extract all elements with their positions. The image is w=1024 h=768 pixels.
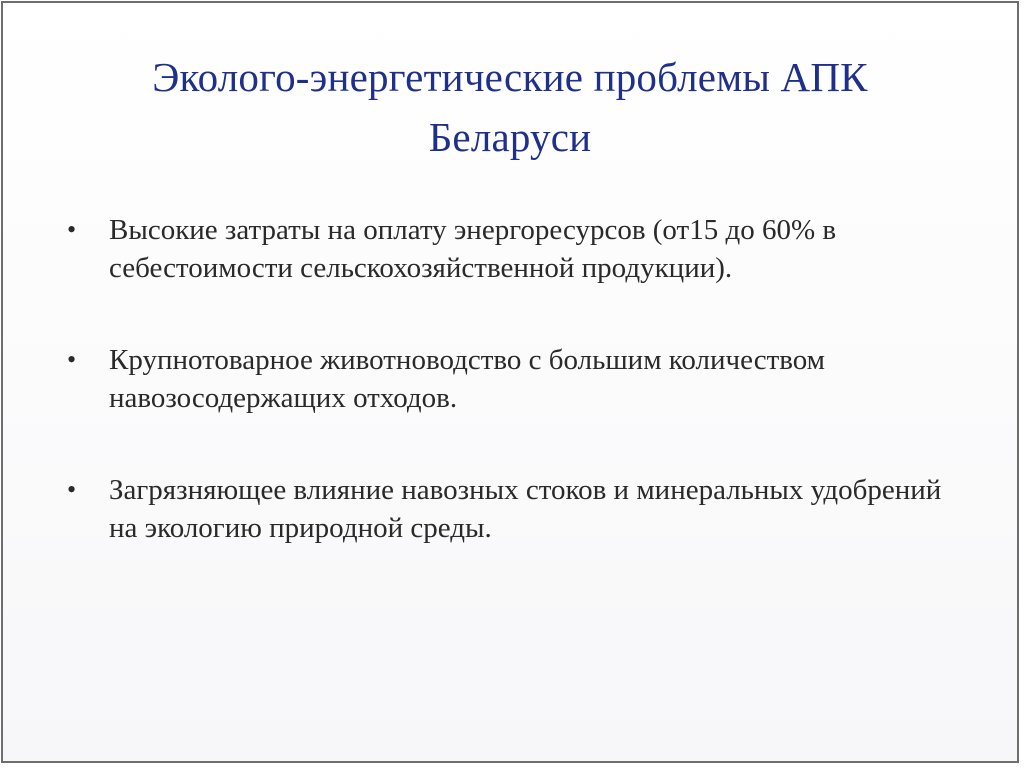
- bullet-marker-2: •: [67, 345, 77, 374]
- bullet-list: [67, 211, 967, 601]
- bullet-marker-3: •: [67, 475, 77, 504]
- bullet-item-3: [67, 471, 967, 547]
- bullet-text-2: Крупнотоварное животноводство с большим количеством навозосодержащих отходов.: [109, 344, 826, 414]
- bullet-text-1: Высокие затраты на оплату энергоресурсов (от15 до 60% в себестоимости сельскохозяйственной продукции).: [109, 214, 837, 284]
- slide-title: [3, 47, 1017, 167]
- slide: [1, 1, 1019, 763]
- slide-title-line-2: Беларуси: [428, 114, 592, 160]
- slide-title-line-1: Эколого-энергетические проблемы АПК: [152, 54, 868, 100]
- bullet-item-1: [67, 211, 967, 287]
- bullet-text-3: Загрязняющее влияние навозных стоков и минеральных удобрений на экологию природной среды.: [109, 474, 942, 544]
- bullet-marker-1: •: [67, 215, 77, 244]
- bullet-item-2: [67, 341, 967, 417]
